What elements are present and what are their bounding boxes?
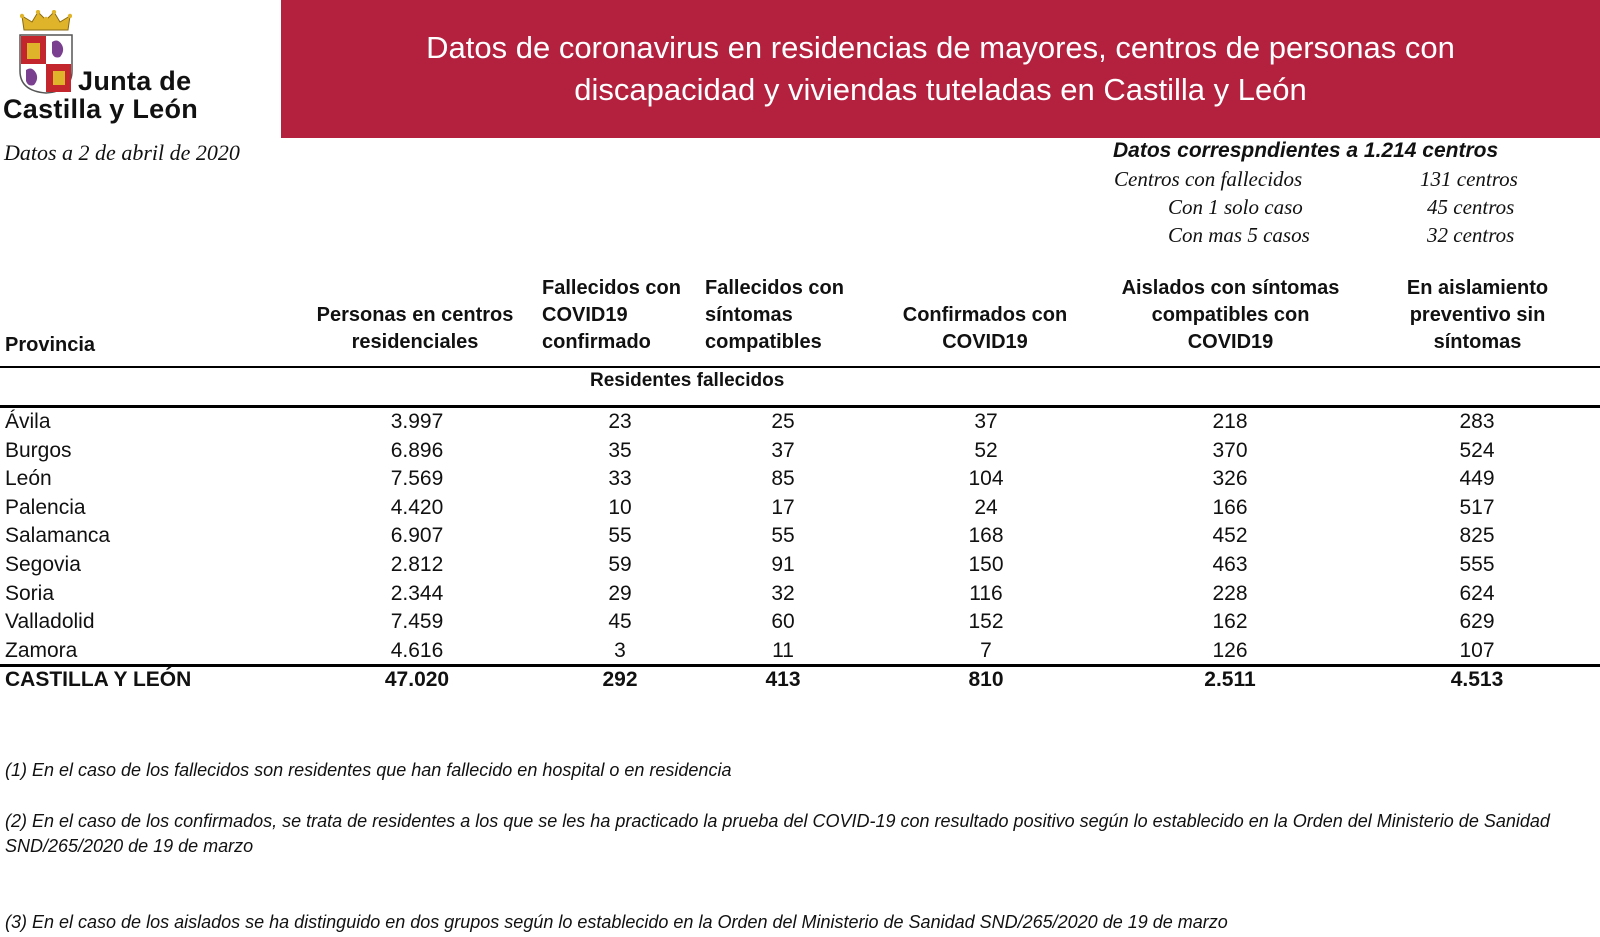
cell-aislados: 228 bbox=[1212, 581, 1248, 605]
cell-fallecidos-sintomas: 91 bbox=[771, 553, 795, 576]
cell-fallecidos-confirmado: 3 bbox=[614, 638, 626, 662]
cell-confirmados: 104 bbox=[968, 467, 1004, 491]
table-row bbox=[0, 496, 1600, 524]
cell-fallecidos-sintomas: 55 bbox=[771, 524, 795, 548]
table-row bbox=[0, 639, 1600, 667]
cell-aislados: 370 bbox=[1212, 438, 1248, 462]
cell-personas: 6.907 bbox=[390, 524, 444, 548]
cell-provincia: Burgos bbox=[5, 438, 72, 462]
cell-aislamiento: 517 bbox=[1459, 495, 1495, 519]
summary-value: 45 centros bbox=[1427, 195, 1515, 219]
cell-aislados: 126 bbox=[1212, 638, 1248, 662]
total-personas: 47.020 bbox=[384, 668, 450, 691]
page-title: Datos de coronavirus en residencias de mayores, centros de personas con discapacidad y viviendas tuteladas en Castilla y León bbox=[426, 30, 1455, 107]
cell-fallecidos-sintomas: 85 bbox=[771, 467, 795, 491]
cell-aislados: 162 bbox=[1212, 610, 1248, 634]
cell-confirmados: 37 bbox=[974, 410, 998, 433]
cell-personas: 7.459 bbox=[390, 610, 444, 634]
cell-fallecidos-confirmado: 33 bbox=[608, 467, 632, 491]
cell-fallecidos-confirmado: 59 bbox=[608, 553, 632, 576]
header-aislamiento: En aislamiento preventivo sin síntomas bbox=[1406, 277, 1549, 353]
header-personas: Personas en centros residenciales bbox=[316, 304, 514, 353]
cell-provincia: Palencia bbox=[5, 495, 86, 519]
cell-provincia: Zamora bbox=[5, 638, 78, 662]
cell-aislamiento: 555 bbox=[1459, 553, 1495, 576]
cell-fallecidos-sintomas: 37 bbox=[771, 438, 795, 462]
header-rule bbox=[0, 366, 1600, 368]
cell-provincia: Soria bbox=[5, 581, 55, 605]
cell-confirmados: 168 bbox=[968, 524, 1004, 548]
table-row bbox=[0, 524, 1600, 552]
summary-value: 32 centros bbox=[1427, 223, 1515, 247]
cell-fallecidos-confirmado: 35 bbox=[608, 438, 632, 462]
cell-aislamiento: 624 bbox=[1459, 581, 1495, 605]
cell-confirmados: 116 bbox=[969, 581, 1003, 605]
logo-text-junta: Junta de bbox=[78, 66, 192, 96]
junta-logo bbox=[0, 0, 275, 135]
cell-confirmados: 7 bbox=[980, 638, 992, 662]
logo-text-castilla: Castilla y León bbox=[3, 94, 199, 124]
footnote-1: (1) En el caso de los fallecidos son residentes que han fallecido en hospital o en residencia bbox=[5, 760, 732, 780]
footnote-3: (3) En el caso de los aislados se ha distinguido en dos grupos según lo establecido en la Orden del Ministerio de Sanidad SND/265/2020 de 19 de marzo bbox=[5, 912, 1228, 932]
cell-confirmados: 24 bbox=[974, 495, 998, 519]
cell-fallecidos-confirmado: 45 bbox=[608, 610, 632, 634]
cell-personas: 3.997 bbox=[390, 410, 444, 433]
cell-personas: 7.569 bbox=[390, 467, 444, 491]
coat-of-arms-icon bbox=[18, 33, 74, 95]
cell-fallecidos-sintomas: 25 bbox=[771, 410, 795, 433]
crown-icon bbox=[20, 10, 72, 32]
cell-confirmados: 52 bbox=[974, 438, 998, 462]
title-banner bbox=[281, 0, 1600, 138]
cell-provincia: León bbox=[5, 467, 52, 491]
total-confirmados: 810 bbox=[968, 668, 1004, 691]
cell-aislados: 463 bbox=[1212, 553, 1248, 576]
total-fallecidos-sintomas: 413 bbox=[765, 668, 801, 691]
date-note: Datos a 2 de abril de 2020 bbox=[4, 140, 240, 165]
cell-fallecidos-confirmado: 10 bbox=[608, 495, 632, 519]
cell-personas: 6.896 bbox=[390, 438, 444, 462]
cell-fallecidos-confirmado: 23 bbox=[608, 410, 632, 433]
cell-aislados: 326 bbox=[1212, 467, 1248, 491]
header-fallecidos-sintomas: Fallecidos con síntomas compatibles bbox=[705, 277, 844, 353]
header-confirmados: Confirmados con COVID19 bbox=[902, 304, 1068, 353]
table-row bbox=[0, 610, 1600, 638]
cell-aislamiento: 283 bbox=[1459, 410, 1495, 433]
summary-label: Con 1 solo caso bbox=[1168, 195, 1303, 219]
group-rule bbox=[0, 405, 1600, 408]
summary-title: Datos correspndientes a 1.214 centros bbox=[1113, 139, 1499, 162]
cell-provincia: Valladolid bbox=[5, 610, 95, 634]
cell-fallecidos-sintomas: 60 bbox=[771, 610, 795, 634]
cell-aislados: 218 bbox=[1212, 410, 1248, 433]
cell-provincia: Segovia bbox=[5, 553, 81, 576]
cell-personas: 2.344 bbox=[390, 581, 444, 605]
cell-aislamiento: 629 bbox=[1459, 610, 1495, 634]
cell-personas: 4.616 bbox=[390, 638, 444, 662]
cell-personas: 4.420 bbox=[390, 495, 444, 519]
cell-aislados: 452 bbox=[1212, 524, 1248, 548]
cell-personas: 2.812 bbox=[390, 553, 444, 576]
footnote-2: (2) En el caso de los confirmados, se trata de residentes a los que se les ha practicado la prueba del COVID-19 con resultado positivo según lo establecido en la Orden del Ministerio de Sanidad SND/265/2020 de 19 de marzo bbox=[5, 811, 1550, 856]
summary-label: Con mas 5 casos bbox=[1168, 223, 1310, 247]
cell-confirmados: 152 bbox=[968, 610, 1004, 634]
cell-aislados: 166 bbox=[1212, 495, 1248, 519]
total-aislamiento: 4.513 bbox=[1450, 668, 1504, 691]
total-rule bbox=[0, 664, 1600, 667]
table-row bbox=[0, 439, 1600, 467]
group-label: Residentes fallecidos bbox=[590, 370, 785, 391]
cell-confirmados: 150 bbox=[968, 553, 1004, 576]
cell-fallecidos-sintomas: 11 bbox=[772, 638, 794, 662]
total-aislados: 2.511 bbox=[1204, 668, 1256, 691]
table-row bbox=[0, 553, 1600, 581]
total-fallecidos-confirmado: 292 bbox=[602, 668, 638, 691]
total-provincia: CASTILLA Y LEÓN bbox=[5, 668, 192, 691]
cell-aislamiento: 107 bbox=[1459, 638, 1495, 662]
header-aislados: Aislados con síntomas compatibles con COVID19 bbox=[1121, 277, 1340, 353]
cell-fallecidos-confirmado: 55 bbox=[608, 524, 632, 548]
header-provincia: Provincia bbox=[5, 334, 96, 356]
cell-aislamiento: 449 bbox=[1459, 467, 1495, 491]
cell-fallecidos-confirmado: 29 bbox=[608, 581, 632, 605]
summary-label: Centros con fallecidos bbox=[1114, 167, 1303, 191]
cell-provincia: Salamanca bbox=[5, 524, 111, 548]
cell-aislamiento: 825 bbox=[1459, 524, 1495, 548]
cell-aislamiento: 524 bbox=[1459, 438, 1495, 462]
table-row bbox=[0, 582, 1600, 610]
cell-fallecidos-sintomas: 17 bbox=[771, 495, 795, 519]
table-row bbox=[0, 410, 1600, 438]
table-row bbox=[0, 467, 1600, 495]
header-fallecidos-confirmado: Fallecidos con COVID19 confirmado bbox=[542, 277, 681, 353]
summary-value: 131 centros bbox=[1420, 167, 1518, 191]
cell-fallecidos-sintomas: 32 bbox=[771, 581, 795, 605]
cell-provincia: Ávila bbox=[5, 410, 51, 433]
